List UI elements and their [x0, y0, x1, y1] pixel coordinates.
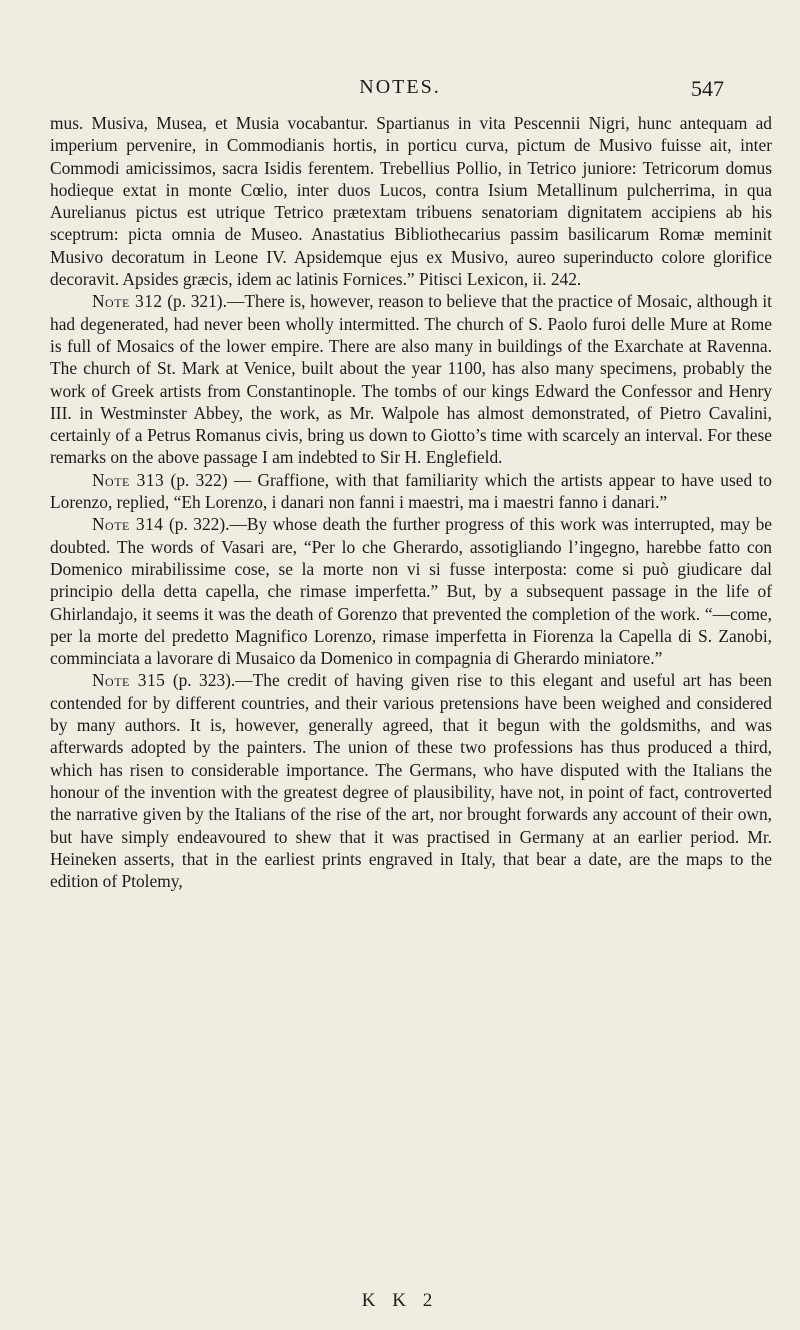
note-text: (p. 322).—By whose death the further progress of this work was interrupted, may be doubted. The words of Vasari are, “Per lo che Gherardo, assotigliando l’ingegno, harebbe fatto con Domenico mirabilissime cose, se la morte non vi si fusse interposta: come si può giudicare dal principio della detta capella, che rimase imperfetta.” But, by a subsequent passage in the life of Ghirlandajo, it seems it was the death of Gorenzo that prevented the completion of the work. “—come, per la morte del predetto Magnifico Lorenzo, rimase imperfetta in Fiorenza la Capella di S. Zanobi, comminciata a lavorare di Musaico da Domenico in compagnia di Gherardo miniatore.”	[50, 514, 772, 669]
note-312	[50, 290, 772, 468]
note-label: Note 314	[92, 514, 164, 535]
paragraph-continuation	[50, 112, 772, 290]
running-head: NOTES.	[359, 76, 441, 98]
note-text: (p. 321).—There is, however, reason to believe that the practice of Mosaic, although it had degenerated, had never been wholly intermitted. The church of S. Paolo furoi delle Mure at Rome is full of Mosaics of the lower empire. There are also many in buildings of the Exarchate at Ravenna. The church of St. Mark at Venice, built about the year 1100, has also many specimens, probably the work of Greek artists from Constantinople. The tombs of our kings Edward the Confessor and Henry III. in Westminster Abbey, the work, as Mr. Walpole has almost demonstrated, of Pietro Cavalini, certainly of a Petrus Romanus civis, bring us down to Giotto’s time with scarcely an interval. For these remarks on the above passage I am indebted to Sir H. Englefield.	[50, 291, 772, 468]
note-text: (p. 322) — Graffione, with that familiarity which the artists appear to have used to Lorenzo, replied, “Eh Lorenzo, i danari non fanni i maestri, ma i maestri fanno i danari.”	[50, 469, 772, 513]
page-number: 547	[691, 76, 724, 101]
note-text: (p. 323).—The credit of having given rise to this elegant and useful art has been contended for by different countries, and their various pretensions have been weighed and considered by many authors. It is, however, generally agreed, that it begun with the goldsmiths, and was afterwards adopted by the painters. The union of these two professions has thus produced a third, which has risen to considerable importance. The Germans, who have disputed with the Italians the honour of the invention with the greatest degree of plausibility, have not, in point of fact, controverted the narrative given by the Italians of the rise of the art, nor brought forwards any account of their own, but have simply endeavoured to shew that it was practised in Germany at an earlier period. Mr. Heineken asserts, that in the earliest prints engraved in Italy, that bear a date, are the maps to the edition of Ptolemy,	[50, 670, 772, 892]
note-314	[50, 513, 772, 669]
note-313	[50, 469, 772, 514]
note-label: Note 315	[92, 670, 166, 691]
page-body	[50, 112, 772, 892]
note-label: Note 313	[92, 469, 165, 490]
paragraph-text: mus. Musiva, Musea, et Musia vocabantur. Spartianus in vita Pescennii Nigri, hunc antequam ad imperium pervenire, in Commodianis hortis, in porticu curva, pictum de Musivo fuisse ait, inter Commodi amicissimos, sacra Isidis ferentem. Trebellius Pollio, in Tetrico juniore: Tetricorum domus hodieque extat in monte Cœlio, inter duos Lucos, contra Isium Metallinum pulcherrima, in qua Aurelianus pictus est utrique Tetrico prætextam tribuens senatoriam dignitatem accipiens ab his sceptrum: picta omnia de Museo. Anastatius Bibliothecarius passim basilicarum Romæ meminit Musivo decoratum in Leone IV. Apsidemque ejus ex Musivo, aureo superinducto colore glorifice decoravit. Apsides græcis, idem ac latinis Fornices.” Pitisci Lexicon, ii. 242.	[50, 113, 772, 290]
note-315	[50, 669, 772, 892]
page-header	[0, 76, 800, 106]
note-label: Note 312	[92, 291, 163, 312]
signature-mark: K K 2	[361, 1290, 439, 1311]
